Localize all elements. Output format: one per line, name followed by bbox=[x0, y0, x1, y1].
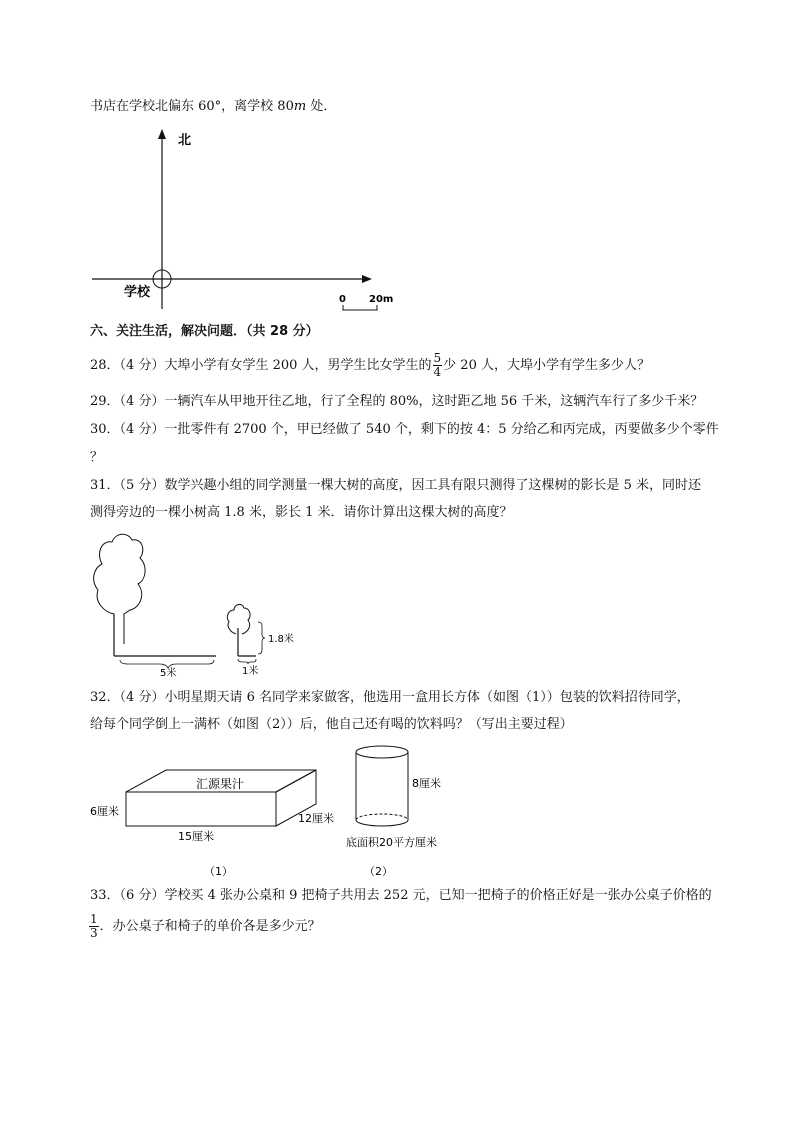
cup-figure bbox=[344, 742, 464, 882]
question-31-line1: 31．（5 分）数学兴趣小组的同学测量一棵大树的高度，因工具有限只测得了这棵树的影长是 5 米，同时还 bbox=[90, 478, 701, 493]
cup-base-label: 底面积20平方厘米 bbox=[346, 836, 437, 849]
intro-text-end: 处． bbox=[306, 99, 337, 114]
q28-suffix: 少 20 人，大埠小学有学生多少人？ bbox=[443, 358, 650, 373]
box-length-label: 15厘米 bbox=[178, 830, 214, 843]
section-title: 六、关注生活，解决问题．（共 28 分） bbox=[90, 324, 319, 339]
cup-bottom-front bbox=[356, 820, 408, 826]
big-shadow-label: 5米 bbox=[160, 668, 177, 678]
school-label: 学校 bbox=[124, 285, 151, 300]
box-width-label: 12厘米 bbox=[298, 812, 334, 825]
q33-fraction bbox=[89, 913, 99, 940]
intro-unit: m bbox=[293, 99, 307, 114]
scale-bar bbox=[343, 305, 377, 310]
question-28 bbox=[90, 352, 650, 379]
q28-frac-den: 4 bbox=[433, 365, 442, 379]
east-arrow-icon bbox=[362, 275, 372, 283]
figure-2-label: （2） bbox=[364, 865, 393, 878]
box-height-label: 6厘米 bbox=[90, 805, 119, 818]
scale-value: 20m bbox=[369, 294, 394, 305]
q33-frac-den: 3 bbox=[90, 926, 98, 940]
question-31-line2: 测得旁边的一棵小树高 1.8 米，影长 1 米．请你计算出这棵大树的高度？ bbox=[90, 505, 513, 520]
box-brand-label: 汇源果汁 bbox=[196, 777, 245, 791]
q33-line2-text: ．办公桌子和椅子的单价各是多少元？ bbox=[99, 919, 321, 934]
intro-text: 书店在学校北偏东 60°，离学校 80 bbox=[90, 99, 294, 114]
figure-1-label: （1） bbox=[204, 865, 233, 878]
q28-frac-num: 5 bbox=[433, 351, 442, 365]
cup-top-rim bbox=[356, 746, 408, 758]
north-label: 北 bbox=[178, 133, 192, 148]
small-shadow-brace bbox=[238, 659, 256, 664]
question-30-line2: ？ bbox=[90, 450, 104, 465]
scale-zero: 0 bbox=[339, 294, 346, 305]
north-arrow-icon bbox=[158, 129, 166, 139]
q28-prefix: 28．（4 分）大埠小学有女学生 200 人，男学生比女学生的 bbox=[90, 358, 432, 373]
question-33-line1: 33．（6 分）学校买 4 张办公桌和 9 把椅子共用去 252 元，已知一把椅子的价格正好是一张办公桌子价格的 bbox=[90, 888, 712, 903]
compass-diagram bbox=[80, 125, 400, 315]
intro-line bbox=[90, 98, 336, 116]
small-height-brace bbox=[258, 622, 265, 654]
small-tree-icon bbox=[227, 604, 250, 634]
q28-fraction bbox=[433, 352, 443, 379]
small-shadow-label: 1米 bbox=[242, 666, 259, 677]
juice-box-figure bbox=[86, 762, 346, 882]
question-30-line1: 30．（4 分）一批零件有 2700 个，甲已经做了 540 个，剩下的按 4：5 分给乙和丙完成，丙要做多少个零件 bbox=[90, 422, 719, 437]
cup-height-label: 8厘米 bbox=[412, 777, 441, 790]
box-front-face bbox=[126, 792, 276, 826]
tree-diagram bbox=[84, 528, 314, 678]
question-33-line2 bbox=[88, 913, 321, 940]
question-29: 29．（4 分）一辆汽车从甲地开往乙地，行了全程的 80%，这时距乙地 56 千米，这辆汽车行了多少千米？ bbox=[90, 394, 704, 409]
cup-bottom-back bbox=[356, 814, 408, 820]
q33-frac-num: 1 bbox=[90, 912, 98, 926]
small-height-label: 1.8米 bbox=[268, 634, 294, 645]
question-32-line1: 32．（4 分）小明星期天请 6 名同学来家做客，他选用一盒用长方体（如图（1））包装的饮料招待同学， bbox=[90, 690, 690, 705]
question-32-line2: 给每个同学倒上一满杯（如图（2））后，他自己还有喝的饮料吗？（写出主要过程） bbox=[90, 717, 573, 732]
big-tree-icon bbox=[94, 534, 145, 644]
big-shadow-brace bbox=[120, 660, 214, 668]
